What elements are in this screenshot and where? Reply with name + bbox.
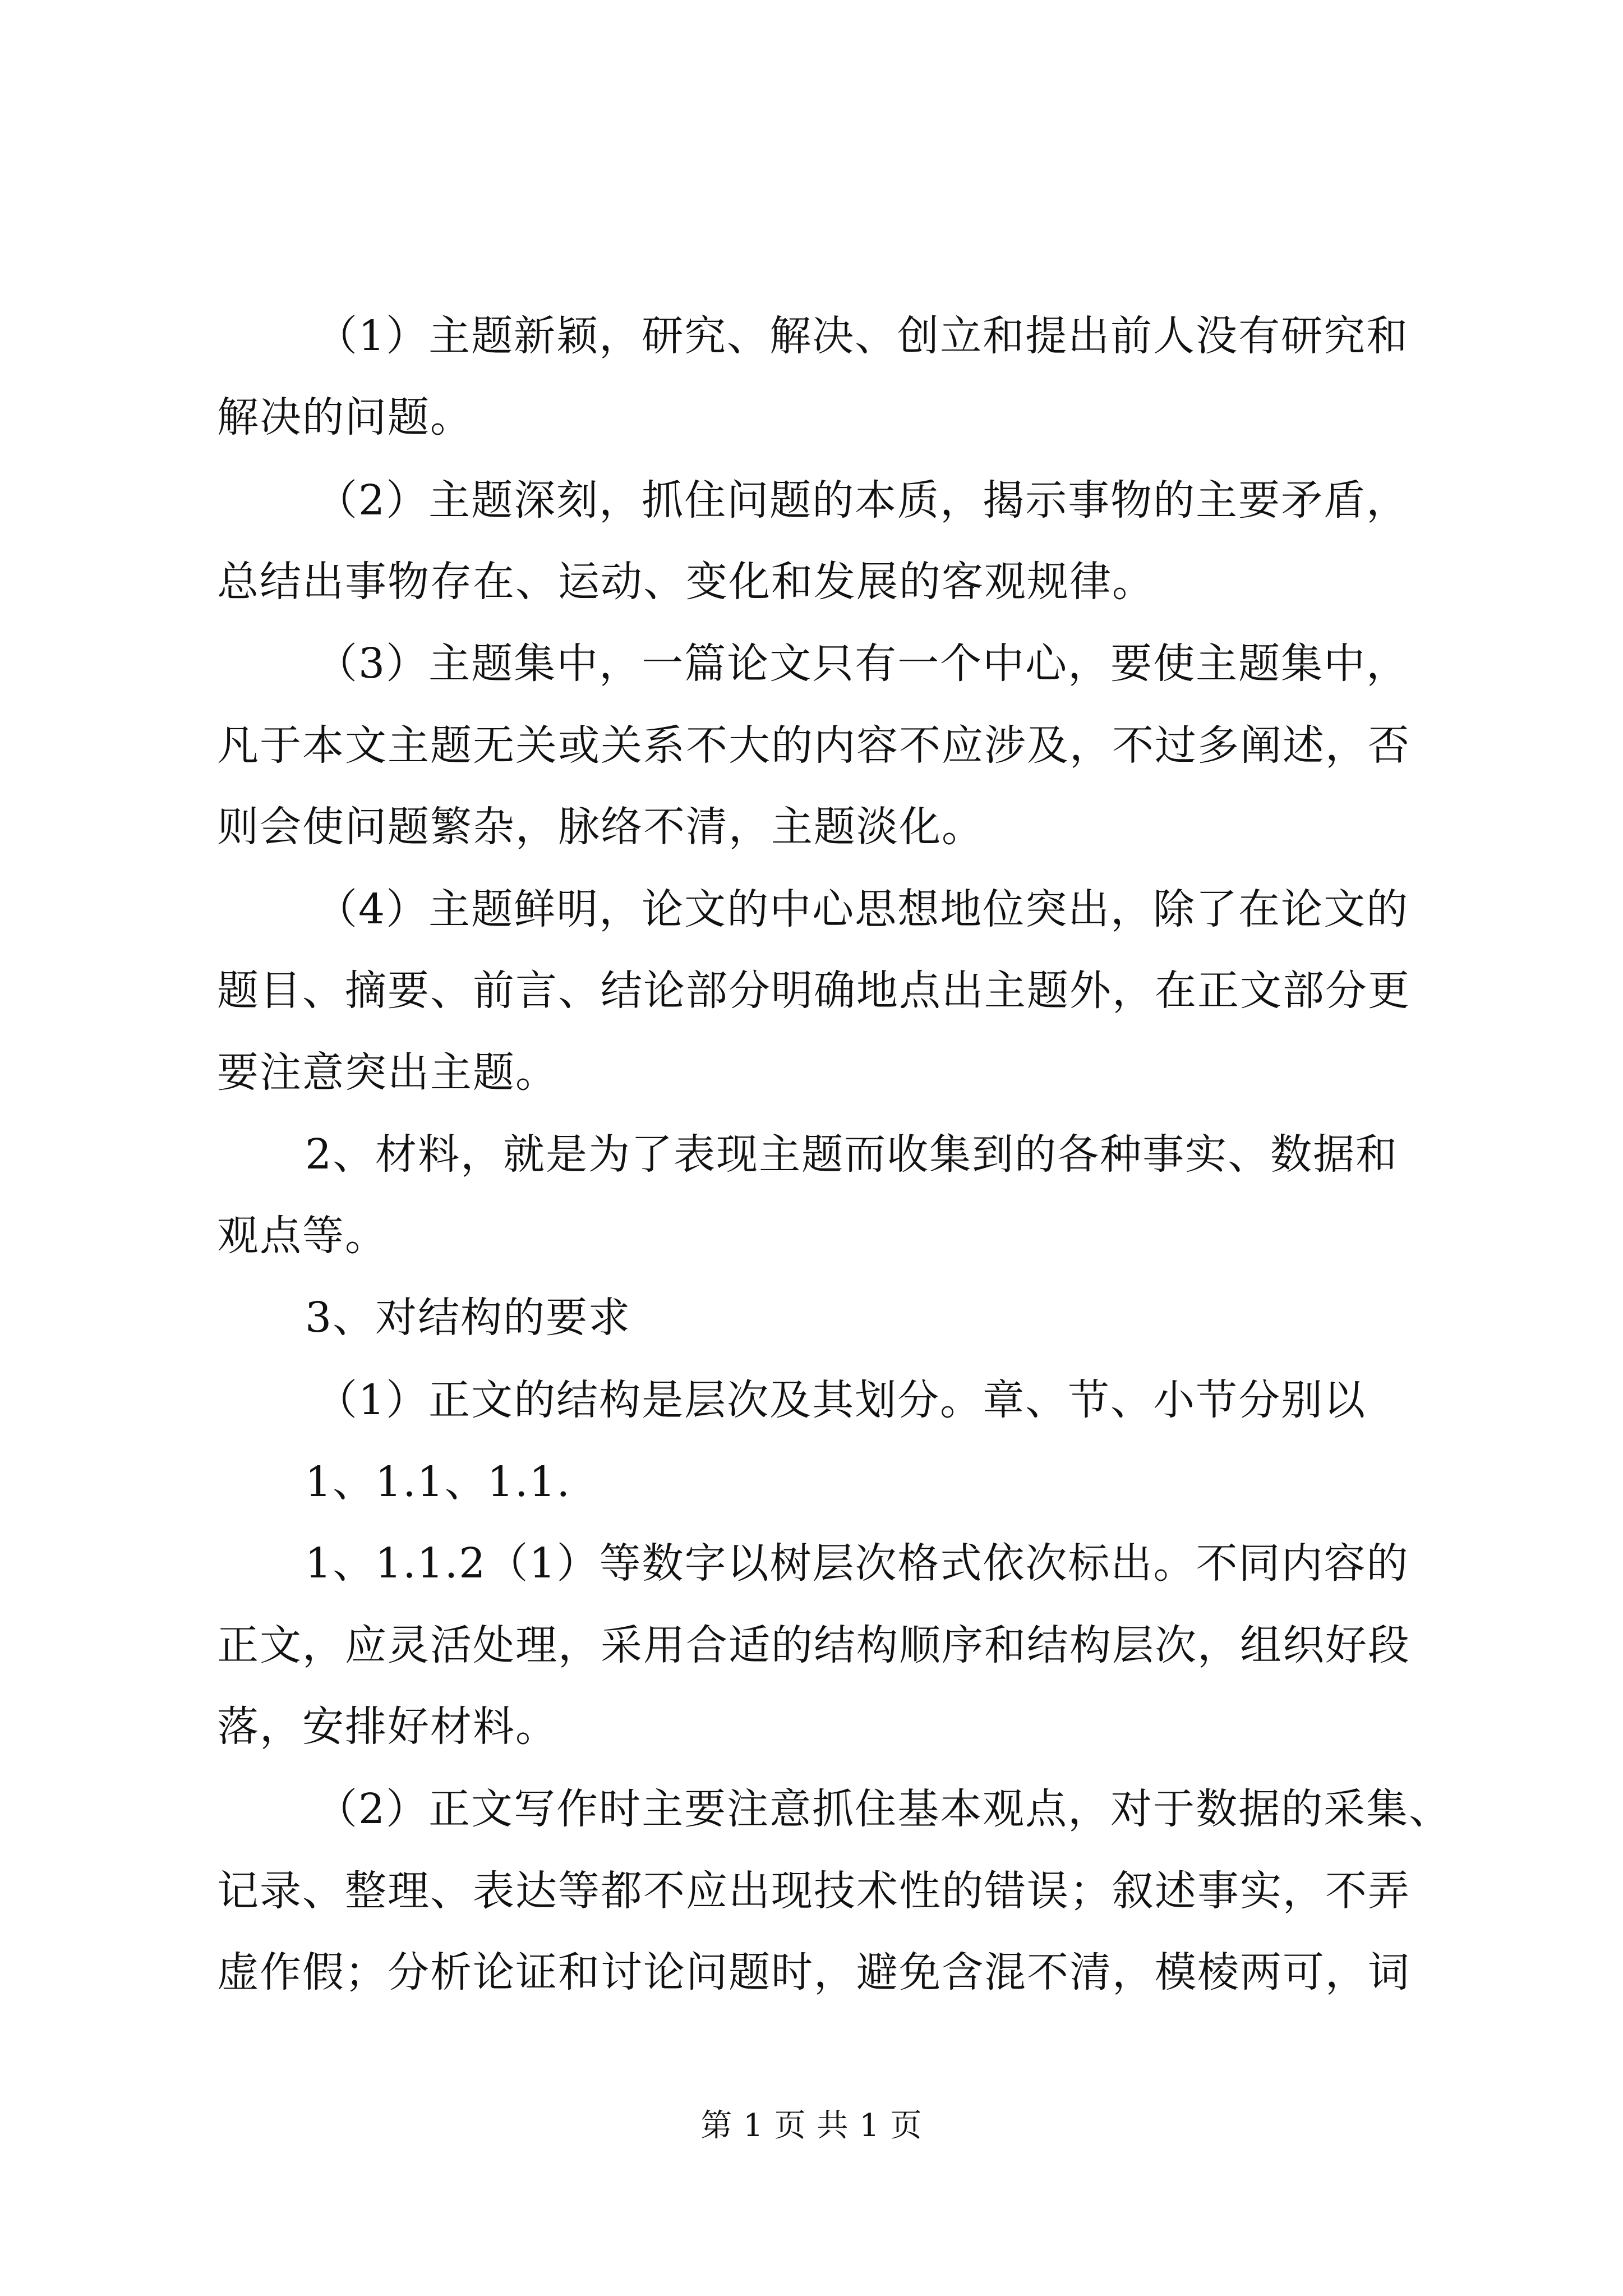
text-line: （2）正文写作时主要注意抓住基本观点，对于数据的采集、 [316,1785,1452,1833]
text-line: 解决的问题。 [217,393,473,441]
text-line: 落，安排好材料。 [217,1703,558,1751]
text-line: 则会使问题繁杂，脉络不清，主题淡化。 [217,803,984,851]
text-line: 虚作假；分析论证和讨论问题时，避免含混不清，模棱两可，词 [217,1948,1410,1996]
text-line: （2）主题深刻，抓住问题的本质，揭示事物的主要矛盾， [316,476,1409,524]
text-line: （3）主题集中，一篇论文只有一个中心，要使主题集中， [316,639,1409,688]
text-line: （4）主题鲜明，论文的中心思想地位突出，除了在论文的 [316,885,1409,933]
text-line: 题目、摘要、前言、结论部分明确地点出主题外，在正文部分更 [217,967,1410,1015]
text-line: 3、对结构的要求 [305,1294,631,1342]
page-footer: 第 1 页 共 1 页 [700,2108,923,2144]
text-line: 2、材料，就是为了表现主题而收集到的各种事实、数据和 [305,1130,1399,1179]
text-line: （1）主题新颖，研究、解决、创立和提出前人没有研究和 [316,312,1409,360]
text-line: 总结出事物存在、运动、变化和发展的客观规律。 [217,558,1155,606]
text-line: 1、1.1.2（1）等数字以树层次格式依次标出。不同内容的 [305,1539,1409,1588]
text-line: 正文，应灵活处理，采用合适的结构顺序和结构层次，组织好段 [217,1621,1410,1669]
text-line: 记录、整理、表达等都不应出现技术性的错误；叙述事实，不弄 [217,1867,1410,1915]
text-line: 要注意突出主题。 [217,1048,558,1097]
text-line: （1）正文的结构是层次及其划分。章、节、小节分别以 [316,1376,1367,1424]
text-line: 1、1.1、1.1. [305,1458,571,1506]
text-line: 凡于本文主题无关或关系不大的内容不应涉及，不过多阐述，否 [217,721,1410,770]
text-line: 观点等。 [217,1212,388,1260]
